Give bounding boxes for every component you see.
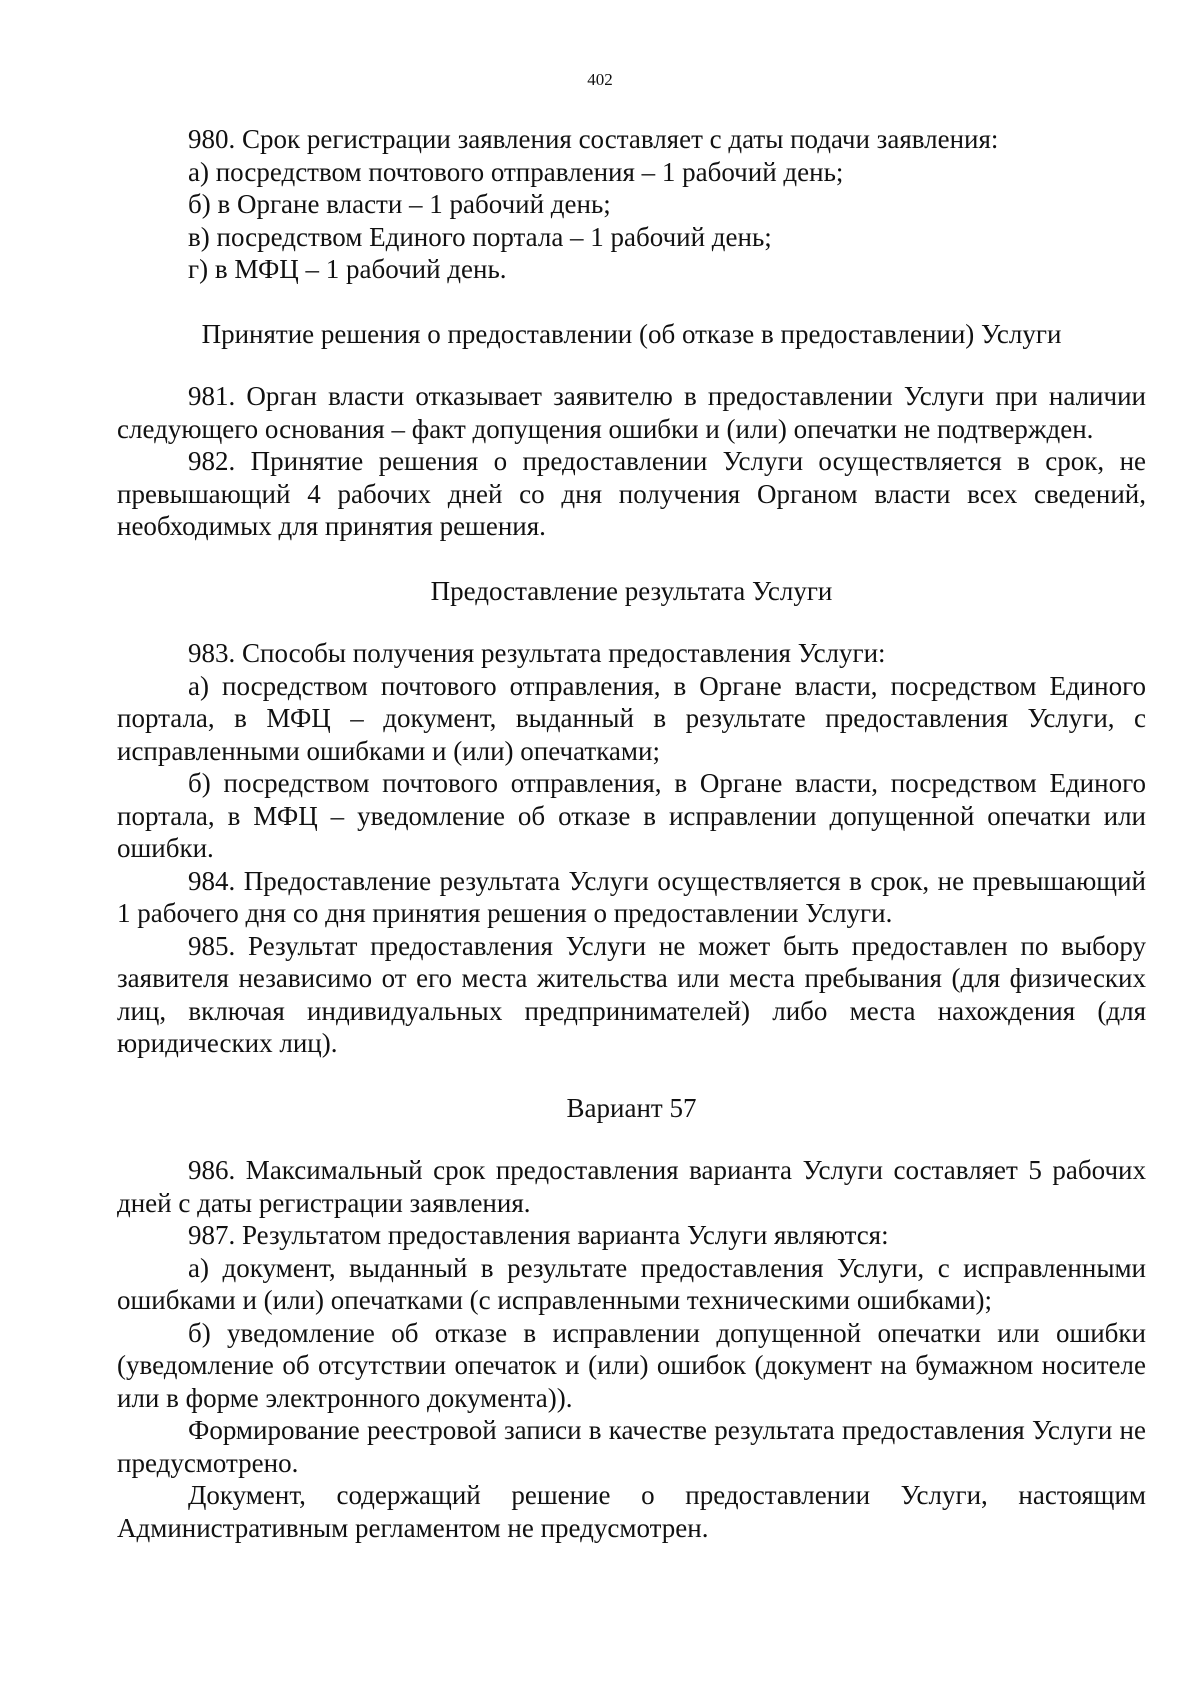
paragraph-983-item-a: а) посредством почтового отправления, в Органе власти, посредством Единого портала, в МФЦ – документ, выданный в результате предоставления Услуги, с исправленными ошибками и (или) опечатками; bbox=[117, 670, 1146, 766]
section-heading-result: Предоставление результата Услуги bbox=[430, 575, 833, 606]
paragraph-985: 985. Результат предоставления Услуги не может быть предоставлен по выбору заявителя независимо от его места жительства или места пребывания (для физических лиц, включая индивидуальных предпринимателей) либо места нахождения (для юридических лиц). bbox=[117, 930, 1146, 1058]
paragraph-decision-document: Документ, содержащий решение о предоставлении Услуги, настоящим Административным регламентом не предусмотрен. bbox=[117, 1480, 1146, 1543]
paragraph-983-item-b: б) посредством почтового отправления, в Органе власти, посредством Единого портала, в МФЦ – уведомление об отказе в исправлении допущенной опечатки или ошибки. bbox=[117, 768, 1146, 863]
paragraph-984: 984. Предоставление результата Услуги осуществляется в срок, не превышающий 1 рабочего дня со дня принятия решения о предоставлении Услуги. bbox=[117, 865, 1146, 928]
paragraph-980-item-c: в) посредством Единого портала – 1 рабочий день; bbox=[188, 221, 772, 252]
section-heading-variant: Вариант 57 bbox=[566, 1092, 697, 1123]
paragraph-registry-record: Формирование реестровой записи в качестве результата предоставления Услуги не предусмотрено. bbox=[117, 1415, 1146, 1478]
page-number: 402 bbox=[587, 70, 613, 89]
paragraph-987: 987. Результатом предоставления варианта Услуги являются: bbox=[188, 1220, 889, 1250]
paragraph-981: 981. Орган власти отказывает заявителю в предоставлении Услуги при наличии следующего основания – факт допущения ошибки и (или) опечатки не подтвержден. bbox=[117, 381, 1146, 444]
paragraph-987-item-b: б) уведомление об отказе в исправлении допущенной опечатки или ошибки (уведомление об отсутствии опечаток и (или) ошибок (документ на бумажном носителе или в форме электронного документа)). bbox=[117, 1317, 1146, 1413]
paragraph-987-item-a: а) документ, выданный в результате предоставления Услуги, с исправленными ошибками и (или) опечатками (с исправленными техническими ошибками); bbox=[117, 1252, 1146, 1315]
paragraph-983: 983. Способы получения результата предоставления Услуги: bbox=[188, 638, 886, 668]
paragraph-982: 982. Принятие решения о предоставлении Услуги осуществляется в срок, не превышающий 4 рабочих дней со дня получения Органом власти всех сведений, необходимых для принятия решения. bbox=[117, 446, 1146, 541]
paragraph-980-item-d: г) в МФЦ – 1 рабочий день. bbox=[188, 254, 507, 284]
paragraph-980-item-a: а) посредством почтового отправления – 1 рабочий день; bbox=[188, 156, 844, 187]
paragraph-980-item-b: б) в Органе власти – 1 рабочий день; bbox=[188, 189, 611, 219]
paragraph-986: 986. Максимальный срок предоставления варианта Услуги составляет 5 рабочих дней с даты регистрации заявления. bbox=[117, 1155, 1146, 1218]
paragraph-980: 980. Срок регистрации заявления составляет с даты подачи заявления: bbox=[188, 124, 999, 154]
section-heading-decision: Принятие решения о предоставлении (об отказе в предоставлении) Услуги bbox=[201, 318, 1062, 349]
document-body bbox=[117, 123, 1146, 1544]
